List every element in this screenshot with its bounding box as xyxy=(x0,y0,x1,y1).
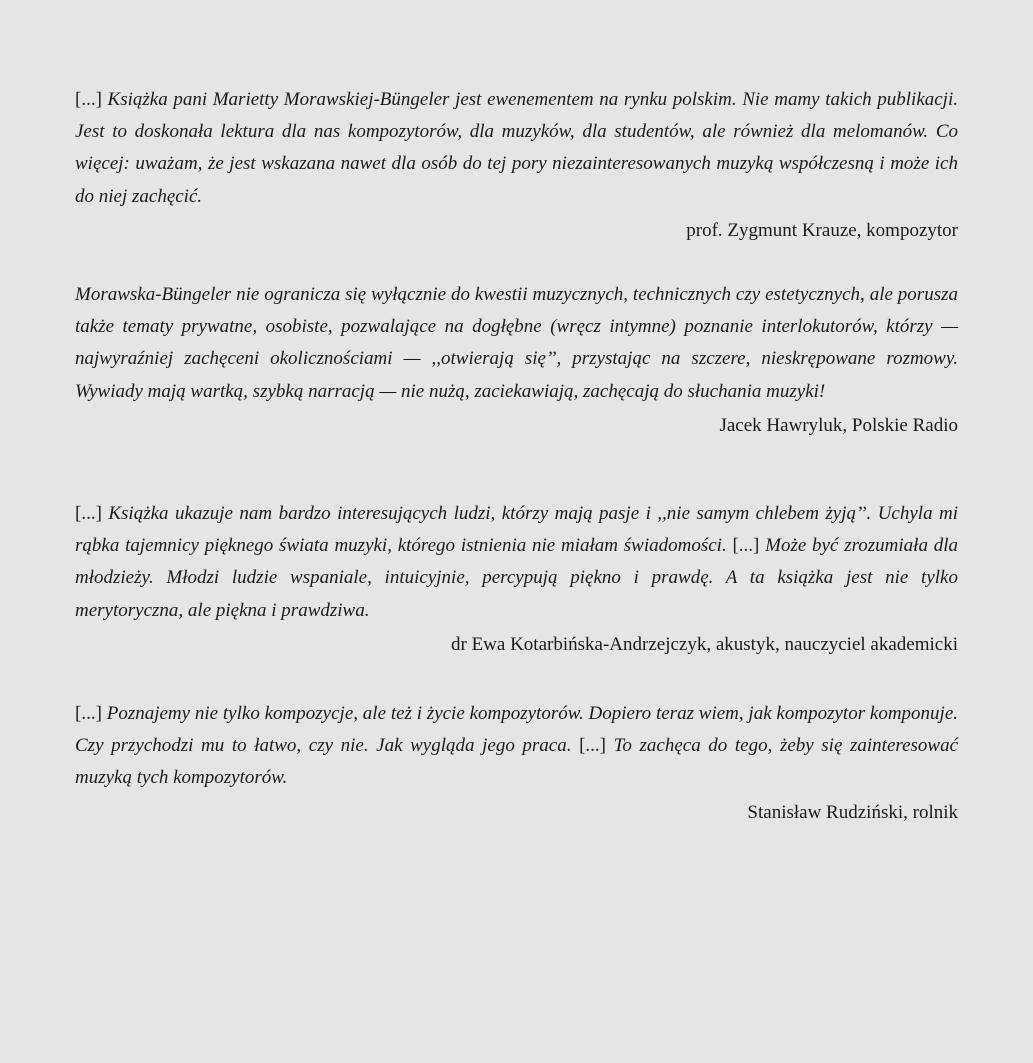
quote-ellipsis-mid: [...] xyxy=(579,735,614,757)
quote-body-part-1: Książka ukazuje nam bardzo interesujących ludzi, którzy mają pasje i ,,nie samym chlebem żyją’’. Uchyla mi rąbka tajemnicy pięknego świata muzyki, którego istnienia nie miałam świadomości. xyxy=(75,503,959,557)
quote-ellipsis: [...] xyxy=(75,503,109,524)
quote-text xyxy=(75,698,958,795)
quote-author: prof. Zygmunt Krauze, kompozytor xyxy=(686,219,958,241)
quote-text xyxy=(75,279,958,408)
quote-text xyxy=(75,84,958,213)
quote-body-part-1: Poznajemy nie tylko kompozycje, ale też i życie kompozytorów. Dopiero teraz wiem, jak kompozytor komponuje. Czy przychodzi mu to łatwo, czy nie. Jak wygląda jego praca. xyxy=(75,703,959,757)
testimonial-4 xyxy=(75,698,958,829)
quote-author: dr Ewa Kotarbińska-Andrzejczyk, akustyk, nauczyciel akademicki xyxy=(451,633,958,655)
testimonial-1 xyxy=(75,84,958,247)
quote-ellipsis: [...] xyxy=(75,89,108,110)
quote-body: Książka pani Marietty Morawskiej-Büngeler jest ewenementem na rynku polskim. Nie mamy takich publikacji. Jest to doskonała lektura dla nas kompozytorów, dla muzyków, dla studentów, ale również dla melomanów. Co więcej: uważam, że jest wskazana nawet dla osób do tej pory niezainteresowanych muzyką współczesną i może ich do niej zachęcić. xyxy=(75,89,958,207)
testimonial-2 xyxy=(75,279,958,442)
quote-author: Stanisław Rudziński, rolnik xyxy=(747,801,958,823)
quote-author: Jacek Hawryluk, Polskie Radio xyxy=(719,414,958,436)
quote-ellipsis-mid: [...] xyxy=(732,535,766,557)
quote-body-part-2: Może być zrozumiała dla młodzieży. Młodzi ludzie wspaniale, intuicyjnie, percypują piękno i prawdę. A ta książka jest nie tylko merytoryczna, ale piękna i prawdziwa. xyxy=(75,535,958,621)
quote-body: Morawska-Büngeler nie ogranicza się wyłącznie do kwestii muzycznych, technicznych czy estetycznych, ale porusza także tematy prywatne, osobiste, pozwalające na dogłębne (wręcz intymne) poznanie interlokutorów, którzy — najwyraźniej zachęceni okolicznościami — ,,otwierają się’’, przystając na szczere, nieskrępowane rozmowy. Wywiady mają wartką, szybką narracją — nie nużą, zaciekawiają, zachęcają do słuchania muzyki! xyxy=(75,284,958,402)
testimonial-3 xyxy=(75,498,958,661)
quote-ellipsis: [...] xyxy=(75,703,107,724)
quote-text xyxy=(75,498,958,627)
quote-body-part-2: To zachęca do tego, żeby się zainteresować muzyką tych kompozytorów. xyxy=(75,735,958,789)
